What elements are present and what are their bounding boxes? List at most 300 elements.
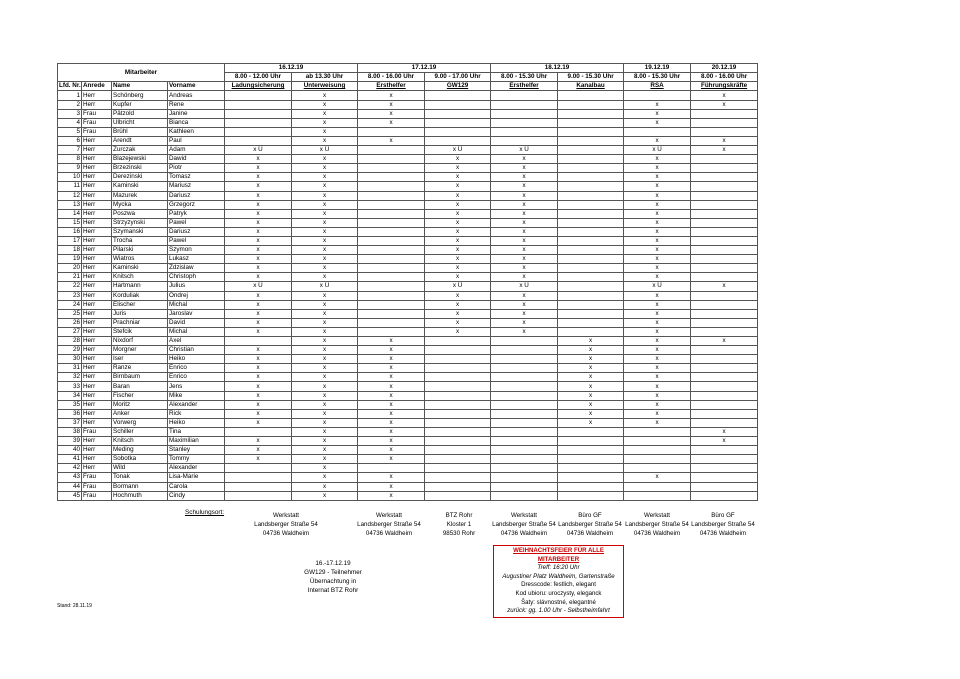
course-mark: x <box>491 227 558 236</box>
course-mark: x <box>292 127 358 136</box>
table-row <box>58 318 758 327</box>
course-mark <box>691 118 758 127</box>
party-line: Šaty: slávnostné, elegantné <box>521 598 596 606</box>
row-number: 4 <box>58 118 82 127</box>
course-mark: x <box>292 373 358 382</box>
course-mark <box>225 100 292 109</box>
course-mark: x <box>292 136 358 145</box>
course-mark <box>425 136 491 145</box>
course-mark <box>558 282 624 291</box>
course-mark <box>558 227 624 236</box>
course-mark <box>358 146 425 155</box>
course-mark: x <box>491 273 558 282</box>
course-mark <box>358 309 425 318</box>
course-mark: x <box>624 382 691 391</box>
party-line: Augustiner Platz Waldheim, Gartenstraße <box>502 572 615 580</box>
course-mark <box>558 255 624 264</box>
row-number: 23 <box>58 291 82 300</box>
course-mark <box>624 91 691 100</box>
course-mark: x Ü <box>491 282 558 291</box>
row-vorname: Heiko <box>168 355 225 364</box>
course-mark <box>491 455 558 464</box>
course-mark: x <box>624 100 691 109</box>
course-mark: x <box>225 236 292 245</box>
course-mark <box>691 318 758 327</box>
course-header: Führungskräfte <box>691 82 758 91</box>
course-mark: x <box>624 255 691 264</box>
date-header: 17.12.19 <box>358 64 491 73</box>
row-anrede: Herr <box>82 136 112 145</box>
course-mark <box>558 218 624 227</box>
course-mark: x <box>491 318 558 327</box>
location-line: 04736 Waldheim <box>262 529 310 537</box>
location-line: Landsberger Straße 54 <box>691 520 755 528</box>
course-mark <box>425 464 491 473</box>
location-line: Kloster 1 <box>446 520 472 528</box>
course-mark <box>358 164 425 173</box>
course-mark: x <box>624 246 691 255</box>
course-mark: x <box>624 173 691 182</box>
course-mark: x <box>491 291 558 300</box>
course-mark <box>691 364 758 373</box>
course-mark: x <box>425 255 491 264</box>
course-mark: x <box>558 391 624 400</box>
row-anrede: Herr <box>82 182 112 191</box>
course-mark <box>558 182 624 191</box>
course-mark: x <box>358 382 425 391</box>
table-row <box>58 291 758 300</box>
course-mark: x <box>358 91 425 100</box>
time-header: 8.00 - 12.00 Uhr <box>225 73 292 82</box>
table-row <box>58 264 758 273</box>
row-name: Hartmann <box>112 282 168 291</box>
course-mark <box>691 382 758 391</box>
course-mark: x <box>691 91 758 100</box>
course-header: Kanalbau <box>558 82 624 91</box>
row-anrede: Frau <box>82 127 112 136</box>
course-mark: x <box>425 273 491 282</box>
table-row <box>58 246 758 255</box>
course-mark: x <box>425 155 491 164</box>
course-mark: x <box>292 300 358 309</box>
course-mark <box>425 473 491 482</box>
course-mark: x <box>358 391 425 400</box>
course-mark: x Ü <box>225 282 292 291</box>
course-mark <box>691 273 758 282</box>
course-mark <box>225 109 292 118</box>
course-mark <box>691 455 758 464</box>
gw129-note <box>283 559 383 595</box>
course-mark: x <box>624 327 691 336</box>
course-mark: x <box>225 418 292 427</box>
course-mark: x <box>225 155 292 164</box>
course-mark <box>491 418 558 427</box>
table-row <box>58 337 758 346</box>
course-mark: x <box>624 182 691 191</box>
party-line: zurück: gg. 1.00 Uhr - Selbstheimfahrt <box>507 607 610 615</box>
course-mark: x <box>491 182 558 191</box>
course-mark: x <box>225 164 292 173</box>
course-mark <box>624 464 691 473</box>
course-mark: x <box>225 437 292 446</box>
course-mark <box>491 100 558 109</box>
note-line: GW129 - Teilnehmer <box>304 569 362 576</box>
row-name: Fischer <box>112 391 168 400</box>
table-row <box>58 127 758 136</box>
row-number: 5 <box>58 127 82 136</box>
course-mark: x <box>425 173 491 182</box>
course-mark <box>691 127 758 136</box>
course-mark <box>491 373 558 382</box>
course-mark <box>491 473 558 482</box>
course-mark: x <box>558 400 624 409</box>
course-mark: x <box>491 209 558 218</box>
course-mark: x <box>425 182 491 191</box>
table-row <box>58 300 758 309</box>
time-header: 8.00 - 15.30 Uhr <box>491 73 558 82</box>
training-location <box>488 512 560 538</box>
course-mark <box>425 373 491 382</box>
course-mark: x <box>225 264 292 273</box>
course-mark <box>225 136 292 145</box>
table-row <box>58 109 758 118</box>
row-number: 21 <box>58 273 82 282</box>
row-anrede: Frau <box>82 427 112 436</box>
location-line: Büro GF <box>578 512 602 519</box>
course-mark: x <box>225 382 292 391</box>
row-vorname: Enrico <box>168 373 225 382</box>
course-mark <box>558 482 624 491</box>
course-mark: x <box>624 227 691 236</box>
row-vorname: Tommy <box>168 455 225 464</box>
table-row <box>58 136 758 145</box>
course-mark <box>558 155 624 164</box>
course-mark: x <box>425 218 491 227</box>
course-mark: x <box>425 227 491 236</box>
course-mark: x <box>292 418 358 427</box>
row-vorname: Maximilian <box>168 437 225 446</box>
table-row <box>58 146 758 155</box>
course-mark: x <box>624 473 691 482</box>
course-mark <box>358 282 425 291</box>
course-mark: x <box>358 364 425 373</box>
row-vorname: Tomasz <box>168 173 225 182</box>
course-mark <box>425 482 491 491</box>
course-mark <box>558 91 624 100</box>
course-mark <box>691 346 758 355</box>
course-mark <box>558 291 624 300</box>
course-mark: x <box>425 327 491 336</box>
course-mark <box>225 482 292 491</box>
row-vorname: Alexander <box>168 464 225 473</box>
row-number: 29 <box>58 346 82 355</box>
course-mark <box>491 427 558 436</box>
row-vorname: Mike <box>168 391 225 400</box>
time-header: ab 13.30 Uhr <box>292 73 358 82</box>
row-name: Juris <box>112 309 168 318</box>
row-name: Kaminski <box>112 182 168 191</box>
date-header: 20.12.19 <box>691 64 758 73</box>
course-mark <box>558 473 624 482</box>
course-mark <box>358 264 425 273</box>
course-mark <box>358 200 425 209</box>
course-mark: x <box>292 246 358 255</box>
course-mark <box>358 218 425 227</box>
row-anrede: Herr <box>82 437 112 446</box>
row-name: Zurczak <box>112 146 168 155</box>
course-mark: x <box>624 373 691 382</box>
row-number: 12 <box>58 191 82 200</box>
course-mark <box>558 236 624 245</box>
location-line: Werkstatt <box>510 512 538 519</box>
table-row <box>58 155 758 164</box>
party-line: Dresscode: festlich, elegant <box>521 581 596 589</box>
course-mark: x <box>624 291 691 300</box>
course-mark: x <box>624 364 691 373</box>
training-location <box>353 512 425 538</box>
course-mark: x <box>358 118 425 127</box>
course-mark: x <box>292 209 358 218</box>
course-mark: x <box>425 264 491 273</box>
row-vorname: Christian <box>168 346 225 355</box>
course-mark <box>691 246 758 255</box>
course-mark: x <box>624 300 691 309</box>
row-name: Kaminski <box>112 264 168 273</box>
course-mark: x <box>624 118 691 127</box>
course-mark <box>624 427 691 436</box>
table-row <box>58 473 758 482</box>
table-row <box>58 491 758 500</box>
course-mark: x <box>225 300 292 309</box>
row-name: Knitsch <box>112 437 168 446</box>
row-anrede: Herr <box>82 355 112 364</box>
row-number: 36 <box>58 409 82 418</box>
course-mark: x <box>225 209 292 218</box>
training-location <box>423 512 495 538</box>
row-name: Tonak <box>112 473 168 482</box>
course-mark: x <box>491 327 558 336</box>
row-name: Birnbaum <box>112 373 168 382</box>
course-mark <box>425 409 491 418</box>
course-mark: x <box>358 355 425 364</box>
row-vorname: Heiko <box>168 418 225 427</box>
date-header: 18.12.19 <box>491 64 624 73</box>
course-mark: x Ü <box>624 282 691 291</box>
row-vorname: Stanley <box>168 446 225 455</box>
row-number: 31 <box>58 364 82 373</box>
christmas-party-box <box>493 545 624 618</box>
course-mark: x <box>425 318 491 327</box>
course-mark: x <box>225 409 292 418</box>
course-mark: x <box>624 309 691 318</box>
course-mark <box>491 491 558 500</box>
location-line: Landsberger Straße 54 <box>558 520 622 528</box>
course-mark: x <box>225 355 292 364</box>
location-line: 98530 Rohr <box>442 529 476 537</box>
course-mark <box>691 164 758 173</box>
table-row <box>58 409 758 418</box>
location-line: 04736 Waldheim <box>566 529 614 537</box>
location-line: Landsberger Straße 54 <box>357 520 421 528</box>
course-mark: x <box>358 373 425 382</box>
course-mark: x <box>292 491 358 500</box>
row-anrede: Herr <box>82 318 112 327</box>
course-mark <box>691 155 758 164</box>
course-mark <box>491 446 558 455</box>
row-vorname: Szymon <box>168 246 225 255</box>
course-mark <box>691 482 758 491</box>
course-mark: x Ü <box>292 146 358 155</box>
time-header: 9.00 - 15.30 Uhr <box>558 73 624 82</box>
row-vorname: Julius <box>168 282 225 291</box>
course-mark <box>358 327 425 336</box>
course-mark: x <box>292 446 358 455</box>
row-vorname: Dariusz <box>168 227 225 236</box>
course-mark <box>558 491 624 500</box>
course-mark: x <box>624 155 691 164</box>
row-number: 38 <box>58 427 82 436</box>
course-mark: x <box>292 437 358 446</box>
course-mark <box>558 464 624 473</box>
course-mark: x <box>624 200 691 209</box>
row-number: 33 <box>58 382 82 391</box>
course-mark <box>691 291 758 300</box>
row-number: 28 <box>58 337 82 346</box>
table-row <box>58 200 758 209</box>
row-vorname: Christoph <box>168 273 225 282</box>
course-mark: x <box>292 118 358 127</box>
course-mark <box>691 473 758 482</box>
row-number: 24 <box>58 300 82 309</box>
row-anrede: Herr <box>82 409 112 418</box>
row-vorname: Ondrej <box>168 291 225 300</box>
course-mark: x Ü <box>225 146 292 155</box>
course-mark <box>491 464 558 473</box>
course-mark: x <box>425 209 491 218</box>
row-name: Pilarski <box>112 246 168 255</box>
course-mark: x <box>292 318 358 327</box>
training-location <box>554 512 626 538</box>
course-mark: x <box>225 227 292 236</box>
course-mark: x <box>358 437 425 446</box>
course-mark: x Ü <box>425 282 491 291</box>
row-anrede: Herr <box>82 246 112 255</box>
course-mark: x <box>292 427 358 436</box>
row-number: 13 <box>58 200 82 209</box>
course-mark: x <box>425 291 491 300</box>
row-name: Brühl <box>112 127 168 136</box>
row-name: Szymanski <box>112 227 168 236</box>
course-mark <box>558 246 624 255</box>
course-mark: x <box>358 136 425 145</box>
course-mark <box>425 127 491 136</box>
course-mark: x <box>425 164 491 173</box>
row-number: 19 <box>58 255 82 264</box>
row-name: Hochmuth <box>112 491 168 500</box>
course-mark <box>358 127 425 136</box>
course-mark: x <box>558 364 624 373</box>
row-name: Moritz <box>112 400 168 409</box>
course-mark <box>425 100 491 109</box>
row-vorname: Janine <box>168 109 225 118</box>
schulungsort-label: Schulungsort: <box>185 509 225 516</box>
row-anrede: Herr <box>82 264 112 273</box>
course-mark <box>691 464 758 473</box>
row-anrede: Herr <box>82 191 112 200</box>
table-row <box>58 218 758 227</box>
row-vorname: Michal <box>168 327 225 336</box>
course-mark <box>425 427 491 436</box>
course-mark <box>691 300 758 309</box>
course-mark: x <box>358 337 425 346</box>
course-mark <box>691 200 758 209</box>
course-mark <box>558 146 624 155</box>
table-row <box>58 464 758 473</box>
party-line: Treff: 16:20 Uhr <box>537 564 580 572</box>
table-row <box>58 191 758 200</box>
course-mark <box>691 209 758 218</box>
row-anrede: Herr <box>82 309 112 318</box>
location-line: 04736 Waldheim <box>633 529 681 537</box>
row-number: 30 <box>58 355 82 364</box>
row-number: 40 <box>58 446 82 455</box>
row-name: Anker <box>112 409 168 418</box>
course-mark <box>558 164 624 173</box>
table-row <box>58 482 758 491</box>
course-mark: x <box>358 409 425 418</box>
course-mark: x <box>225 446 292 455</box>
course-mark: x <box>624 218 691 227</box>
date-header: 16.12.19 <box>225 64 358 73</box>
course-mark <box>691 227 758 236</box>
course-mark <box>691 491 758 500</box>
course-mark: x <box>292 109 358 118</box>
header-mitarbeiter: Mitarbeiter <box>58 64 225 82</box>
course-mark: x <box>225 182 292 191</box>
course-mark: x <box>358 482 425 491</box>
course-mark <box>425 382 491 391</box>
course-mark <box>358 191 425 200</box>
course-mark: x <box>558 346 624 355</box>
row-vorname: Tina <box>168 427 225 436</box>
course-mark <box>425 437 491 446</box>
row-anrede: Herr <box>82 200 112 209</box>
course-mark: x <box>292 182 358 191</box>
course-mark: x Ü <box>292 282 358 291</box>
course-mark <box>624 491 691 500</box>
course-mark <box>624 482 691 491</box>
course-mark <box>491 355 558 364</box>
course-mark <box>558 273 624 282</box>
course-mark: x <box>491 191 558 200</box>
row-anrede: Herr <box>82 464 112 473</box>
row-anrede: Herr <box>82 273 112 282</box>
course-mark: x <box>292 409 358 418</box>
course-mark: x <box>624 418 691 427</box>
course-mark <box>225 464 292 473</box>
row-number: 32 <box>58 373 82 382</box>
course-mark: x <box>624 273 691 282</box>
course-mark: x <box>491 200 558 209</box>
table-row <box>58 236 758 245</box>
course-mark <box>491 482 558 491</box>
course-mark: x <box>225 364 292 373</box>
course-mark: x Ü <box>624 146 691 155</box>
course-mark <box>358 255 425 264</box>
course-mark: x <box>491 164 558 173</box>
course-mark <box>691 182 758 191</box>
row-vorname: Zdzislaw <box>168 264 225 273</box>
